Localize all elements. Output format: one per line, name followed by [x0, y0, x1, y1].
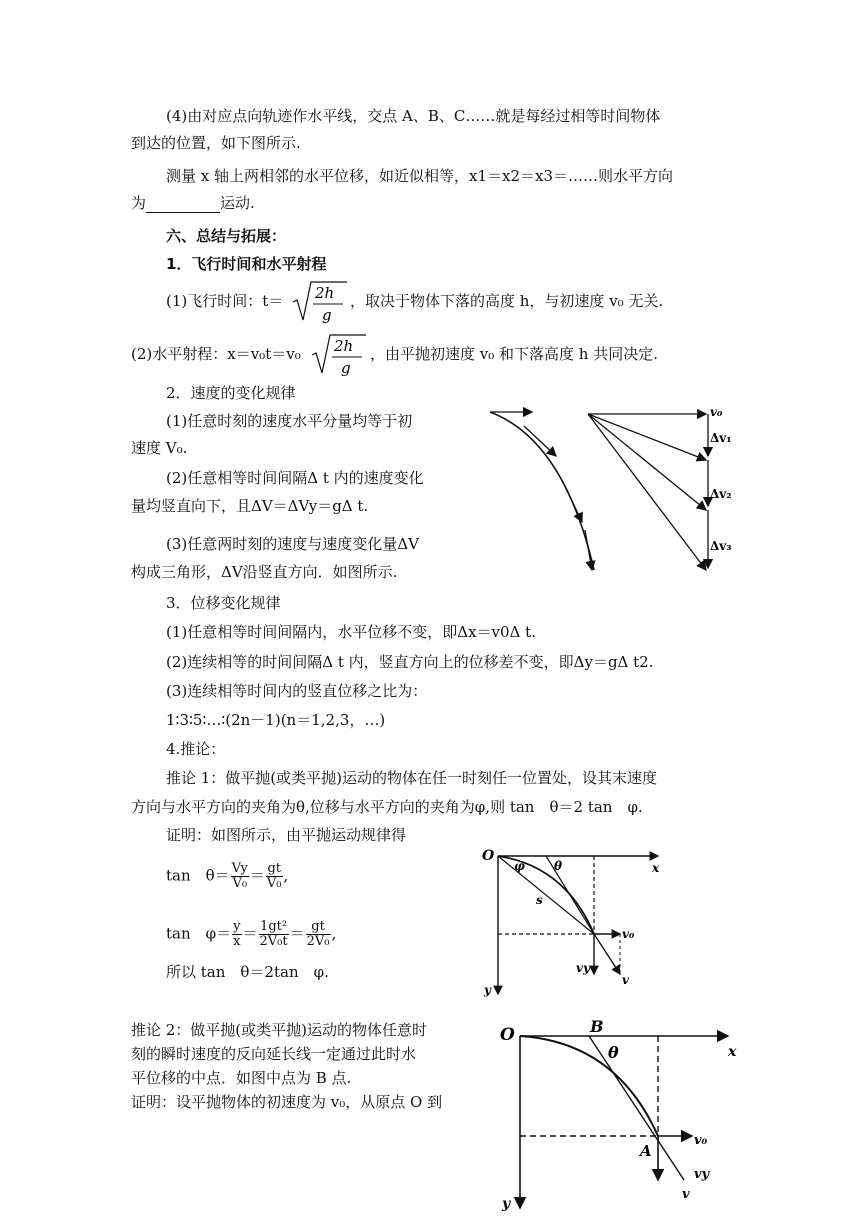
- denominator: V₀: [266, 876, 282, 891]
- denominator: 2V₀: [306, 934, 330, 949]
- heading-displacement: 3．位移变化规律: [166, 594, 281, 612]
- range-text: (2)水平射程：x＝v₀t＝v₀: [131, 345, 301, 363]
- label-v0: v₀: [694, 1133, 708, 1148]
- label-v: v: [622, 973, 629, 987]
- label-y: y: [484, 983, 491, 997]
- label-theta: θ: [554, 859, 563, 873]
- para-4-line1: (4)由对应点向轨迹作水平线，交点 A、B、C……就是每经过相等时间物体: [166, 107, 661, 125]
- denominator: V₀: [232, 876, 248, 891]
- denominator: 2V₀t: [259, 934, 288, 949]
- eq-lhs: tan θ＝: [166, 866, 230, 885]
- label-origin: O: [482, 848, 495, 864]
- v-arrow: [588, 414, 706, 510]
- flight-time-note: ，取决于物体下落的高度 h，与初速度 v₀ 无关.: [350, 292, 664, 310]
- velocity-2a: (2)任意相等时间间隔Δ t 内的速度变化: [166, 469, 424, 487]
- label-origin: O: [500, 1025, 515, 1045]
- velocity-2b: 量均竖直向下，且ΔV＝ΔVy＝gΔ t.: [131, 497, 369, 515]
- displacement-3: (3)连续相等时间内的竖直位移之比为：: [166, 682, 428, 700]
- velocity-1a: (1)任意时刻的速度水平分量均等于初: [166, 412, 413, 430]
- numerator: y: [233, 919, 241, 934]
- numerator: gt: [306, 920, 331, 935]
- tangent-arrow: [562, 480, 582, 522]
- fraction: [306, 920, 331, 949]
- v-arrow: [594, 934, 620, 974]
- label-x: x: [652, 861, 660, 875]
- velocity-3b: 构成三角形，ΔV沿竖直方向．如图所示.: [131, 563, 398, 581]
- displacement-ratio: 1∶3∶5∶…∶(2n－1)(n＝1,2,3，…): [166, 711, 386, 729]
- range-note: ，由平抛初速度 v₀ 和下落高度 h 共同决定.: [370, 345, 658, 363]
- label-s: s: [536, 893, 543, 907]
- corollary-2-line2: 刻的瞬时速度的反向延长线一定通过此时水: [131, 1045, 417, 1063]
- fraction: [232, 920, 241, 949]
- flight-time-text: (1)飞行时间：t＝: [166, 292, 284, 310]
- sqrt-2h-over-g-1: [293, 280, 347, 326]
- section-6-heading: 六、总结与拓展：: [166, 227, 287, 245]
- numerator: 1gt²: [260, 919, 288, 934]
- label-dv2: Δv₂: [710, 487, 732, 501]
- heading-flight-time: 1．飞行时间和水平射程: [166, 255, 327, 273]
- label-dv1: Δv₁: [710, 431, 732, 445]
- numerator: gt: [267, 861, 281, 876]
- measure-prefix: 为: [131, 194, 147, 212]
- projectile-figure-1: [480, 846, 680, 996]
- trajectory-curve: [490, 412, 594, 570]
- eq-tan-phi: tan φ＝ $\frac{y}{x}$ ＝ $\frac{\text{1gt²}}{\text{2V₀t}}$ ＝ $\frac{gt}{\text{2V₀}}$ ,: [166, 919, 337, 949]
- label-vy: vy: [694, 1167, 710, 1182]
- tangent-arrow: [585, 530, 592, 570]
- label-v0: v₀: [622, 927, 635, 941]
- frac-denominator: g: [322, 306, 332, 324]
- heading-velocity: 2．速度的变化规律: [166, 384, 296, 402]
- trajectory-curve: [520, 1036, 658, 1136]
- fraction: [266, 862, 283, 891]
- displacement-line: [498, 856, 594, 934]
- corollary-1-line2: 方向与水平方向的夹角为θ,位移与水平方向的夹角为φ,则 tan θ＝2 tan φ.: [131, 798, 643, 816]
- label-v0: v₀: [710, 405, 723, 419]
- label-vy: vy: [576, 961, 590, 975]
- para-4-line2: 到达的位置，如下图所示.: [131, 134, 301, 152]
- measure-suffix: 运动.: [220, 194, 255, 212]
- corollary-2-line4: 证明：设平抛物体的初速度为 v₀，从原点 O 到: [131, 1093, 443, 1111]
- heading-corollary: 4.推论：: [166, 740, 226, 758]
- label-theta: θ: [608, 1043, 619, 1062]
- corollary-1-line1: 推论 1：做平抛(或类平抛)运动的物体在任一时刻任一位置处，设其末速度: [166, 769, 658, 787]
- fraction: [231, 862, 249, 891]
- measure-line2: [131, 193, 255, 213]
- projectile-figure-2: [496, 1012, 746, 1212]
- velocity-extension: [589, 1036, 684, 1180]
- measure-line1: 测量 x 轴上两相邻的水平位移，如近似相等，x1＝x2＝x3＝……则水平方向: [166, 167, 674, 185]
- sqrt-2h-over-g-2: [312, 333, 366, 379]
- velocity-1b: 速度 V₀.: [131, 439, 188, 457]
- label-dv3: Δv₃: [710, 539, 732, 553]
- label-v: v: [682, 1187, 690, 1202]
- fraction: [259, 920, 289, 949]
- label-B: B: [590, 1017, 604, 1036]
- numerator: Vy: [231, 861, 248, 876]
- eq-tan-theta: tan θ＝ $\frac{Vy}{\text{V₀}}$ ＝ $\frac{gt}{\text{V₀}}$ ,: [166, 861, 289, 891]
- corollary-2-line1: 推论 2：做平抛(或类平抛)运动的物体任意时: [131, 1021, 428, 1039]
- displacement-2: (2)连续相等的时间间隔Δ t 内，竖直方向上的位移差不变，即Δy＝gΔ t2.: [166, 653, 654, 671]
- eq-conclusion: 所以 tan θ＝2tan φ.: [166, 963, 329, 981]
- velocity-3a: (3)任意两时刻的速度与速度变化量ΔV: [166, 535, 419, 553]
- label-x: x: [728, 1044, 737, 1060]
- label-y: y: [502, 1196, 511, 1212]
- frac-numerator: 2h: [315, 284, 335, 302]
- label-A: A: [640, 1142, 652, 1160]
- proof-1-intro: 证明：如图所示，由平抛运动规律得: [166, 826, 407, 844]
- tangent-arrow: [524, 426, 556, 456]
- frac-numerator: 2h: [334, 337, 354, 355]
- velocity-figure: [484, 400, 764, 580]
- denominator: x: [233, 934, 241, 949]
- answer-blank: [146, 198, 220, 213]
- frac-denominator: g: [341, 359, 351, 377]
- eq-lhs: tan φ＝: [166, 924, 232, 943]
- displacement-1: (1)任意相等时间间隔内，水平位移不变，即Δx＝v0Δ t.: [166, 623, 536, 641]
- corollary-2-line3: 平位移的中点．如图中点为 B 点.: [131, 1069, 352, 1087]
- label-phi: φ: [514, 859, 525, 873]
